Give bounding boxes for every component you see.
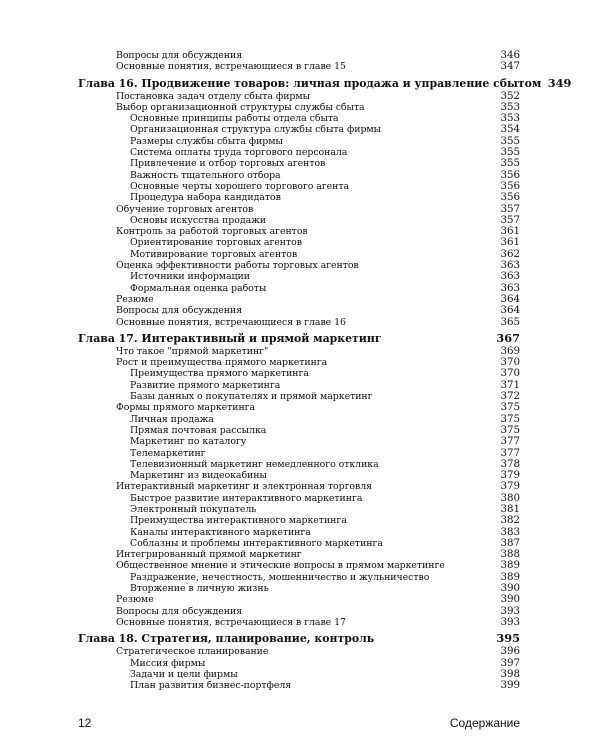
- toc-entry: [78, 283, 520, 294]
- toc-entry: [78, 113, 520, 124]
- toc-entry-title: Организационная структура службы сбыта фирмы: [130, 124, 382, 136]
- toc-entry: [78, 606, 520, 617]
- toc-entry-page: 372: [500, 390, 520, 403]
- toc-entry: [78, 346, 520, 357]
- toc-entry-page: 369: [500, 344, 520, 357]
- toc-entry-page: 382: [500, 514, 520, 527]
- toc-entry-title: Вопросы для обсуждения: [116, 605, 243, 617]
- toc-entry-page: 377: [500, 446, 520, 459]
- toc-entry-title: Преимущества прямого маркетинга: [130, 368, 309, 380]
- toc-entry-title: Резюме: [116, 594, 154, 606]
- toc-entry-page: 396: [500, 645, 520, 658]
- toc-entry-title: Вопросы для обсуждения: [116, 305, 243, 317]
- toc-entry-title: Основы искусства продажи: [130, 214, 266, 226]
- toc-entry-page: 357: [500, 213, 520, 226]
- toc-entry-page: 398: [500, 667, 520, 680]
- toc-entry: [78, 617, 520, 628]
- toc-entry-title: Ориентирование торговых агентов: [130, 237, 302, 249]
- toc-entry: [78, 249, 520, 260]
- toc-entry-title: Развитие прямого маркетинга: [130, 379, 281, 391]
- toc-entry-page: 399: [500, 679, 520, 692]
- toc-entry: [78, 594, 520, 605]
- toc-entry-title: Телемаркетинг: [130, 447, 206, 459]
- toc-entry-title: Основные понятия, встречающиеся в главе 16: [116, 316, 346, 328]
- toc-entry: [78, 481, 520, 492]
- toc-entry-title: Электронный покупатель: [130, 503, 257, 515]
- toc-entry-page: 347: [500, 60, 520, 73]
- toc-entry: [78, 226, 520, 237]
- toc-chapter-entry: [78, 632, 520, 645]
- toc-entry-title: Выбор организационной структуры службы сбыта: [116, 101, 365, 113]
- toc-entry-page: 370: [500, 367, 520, 380]
- toc-entry-title: Маркетинг по каталогу: [130, 436, 247, 448]
- toc-entry-title: Задачи и цели фирмы: [130, 668, 238, 680]
- toc-entry-title: Размеры службы сбыта фирмы: [130, 135, 283, 147]
- toc-entry-page: 389: [500, 570, 520, 583]
- toc-chapter-entry: [78, 332, 520, 345]
- toc-entry-page: 365: [500, 315, 520, 328]
- toc-entry-page: 355: [500, 134, 520, 147]
- toc-entry: [78, 380, 520, 391]
- toc-entry-title: Вторжение в личную жизнь: [130, 583, 269, 595]
- toc-entry-title: Вопросы для обсуждения: [116, 50, 243, 61]
- toc-entry: [78, 436, 520, 447]
- toc-entry: [78, 192, 520, 203]
- toc-entry-page: 363: [500, 259, 520, 272]
- toc-entry-title: Система оплаты труда торгового персонала: [130, 147, 348, 159]
- toc-entry: [78, 470, 520, 481]
- toc-entry: [78, 260, 520, 271]
- toc-entry-page: 389: [500, 559, 520, 572]
- toc-entry-page: 371: [500, 378, 520, 391]
- toc-entry: [78, 181, 520, 192]
- toc-entry-page: 375: [500, 401, 520, 414]
- toc-entry: [78, 658, 520, 669]
- toc-entry-page: 356: [500, 179, 520, 192]
- toc-entry-page: 393: [500, 615, 520, 628]
- toc-entry: [78, 402, 520, 413]
- toc-entry-title: Привлечение и отбор торговых агентов: [130, 158, 326, 170]
- toc-entry-page: 383: [500, 525, 520, 538]
- toc-entry-title: Базы данных о покупателях и прямой маркетинг: [130, 391, 373, 403]
- toc-entry: [78, 669, 520, 680]
- toc-entry-page: 357: [500, 202, 520, 215]
- toc-entry: [78, 294, 520, 305]
- toc-entry: [78, 527, 520, 538]
- toc-entry-page: 361: [500, 225, 520, 238]
- toc-entry-title: Глава 16. Продвижение товаров: личная продажа и управление сбытом: [78, 76, 542, 90]
- toc-entry: [78, 560, 520, 571]
- toc-entry-page: 363: [500, 281, 520, 294]
- toc-entry: [78, 271, 520, 282]
- toc-entry: [78, 538, 520, 549]
- toc-entry: [78, 572, 520, 583]
- toc-entry-page: 354: [500, 123, 520, 136]
- toc-entry-title: Постановка задач отделу сбыта фирмы: [116, 90, 310, 102]
- toc-entry: [78, 425, 520, 436]
- toc-entry-title: Обучение торговых агентов: [116, 203, 254, 215]
- toc-entry-title: Глава 17. Интерактивный и прямой маркетинг: [78, 331, 382, 345]
- toc-entry-page: 378: [500, 457, 520, 470]
- toc-entry-page: 367: [496, 330, 520, 345]
- toc-entry-page: 346: [500, 49, 520, 61]
- toc-entry-title: Контроль за работой торговых агентов: [116, 226, 308, 238]
- toc-entry-page: 362: [500, 247, 520, 260]
- toc-entry-title: Рост и преимущества прямого маркетинга: [116, 357, 328, 369]
- toc-entry: [78, 147, 520, 158]
- toc-entry-title: Прямая почтовая рассылка: [130, 424, 267, 436]
- toc-entry: [78, 357, 520, 368]
- toc-entry-page: 370: [500, 356, 520, 369]
- toc-entry-page: 356: [500, 168, 520, 181]
- toc-entry-page: 353: [500, 100, 520, 113]
- toc-entry: [78, 646, 520, 657]
- toc-entry-page: 377: [500, 435, 520, 448]
- toc-entry: [78, 61, 520, 72]
- toc-entry-page: 353: [500, 112, 520, 125]
- toc-chapter-entry: [78, 75, 572, 90]
- toc-entry-title: Интерактивный маркетинг и электронная торговля: [116, 481, 373, 493]
- toc-entry-page: 364: [500, 292, 520, 305]
- toc-entry-title: Оценка эффективности работы торговых агентов: [116, 260, 359, 272]
- toc-entry: [78, 170, 520, 181]
- toc-entry-title: Важность тщательного отбора: [130, 169, 281, 181]
- toc-entry-title: Формальная оценка работы: [130, 282, 267, 294]
- toc-entry-page: 397: [500, 656, 520, 669]
- toc-entry-title: Маркетинг из видеокабины: [130, 470, 267, 482]
- toc-entry: [78, 317, 520, 328]
- page-footer: [78, 716, 520, 730]
- toc-entry: [78, 549, 520, 560]
- toc-entry: [78, 515, 520, 526]
- toc-entry: [78, 680, 520, 691]
- toc-entry: [78, 91, 520, 102]
- footer-page-number: 12: [78, 716, 92, 730]
- toc-entry-page: 355: [500, 146, 520, 159]
- toc-entry-title: Миссия фирмы: [130, 657, 206, 669]
- toc-entry-title: Основные черты хорошего торгового агента: [130, 180, 350, 192]
- toc-entry: [78, 136, 520, 147]
- toc-entry-page: 387: [500, 536, 520, 549]
- toc-entry-title: Мотивирование торговых агентов: [130, 248, 298, 260]
- toc-entry-page: 381: [500, 502, 520, 515]
- toc-entry-page: 395: [496, 631, 520, 646]
- toc-entry-title: План развития бизнес-портфеля: [130, 680, 292, 692]
- toc-entry-title: Интегрированный прямой маркетинг: [116, 549, 302, 561]
- toc-entry: [78, 414, 520, 425]
- toc-entry: [78, 391, 520, 402]
- toc-entry: [78, 215, 520, 226]
- toc-entry-title: Основные принципы работы отдела сбыта: [130, 113, 339, 125]
- toc-entry-title: Телевизионный маркетинг немедленного отклика: [130, 458, 379, 470]
- toc-entry: [78, 124, 520, 135]
- toc-entry-title: Общественное мнение и этические вопросы в прямом маркетинге: [116, 560, 445, 572]
- toc-entry-title: Глава 18. Стратегия, планирование, контроль: [78, 632, 375, 646]
- toc-entry-page: 361: [500, 236, 520, 249]
- toc-entry: [78, 50, 520, 61]
- toc-entry: [78, 493, 520, 504]
- toc-entry: [78, 237, 520, 248]
- toc-entry-page: 388: [500, 548, 520, 561]
- toc-entry: [78, 158, 520, 169]
- toc-entry-title: Источники информации: [130, 271, 250, 283]
- toc-entry-title: Основные понятия, встречающиеся в главе 15: [116, 61, 346, 73]
- toc-entry-title: Резюме: [116, 293, 154, 305]
- toc-entry-page: 379: [500, 480, 520, 493]
- toc-entry: [78, 459, 520, 470]
- toc-entry-page: 363: [500, 270, 520, 283]
- toc-entry: [78, 204, 520, 215]
- toc-entry-title: Соблазны и проблемы интерактивного маркетинга: [130, 537, 383, 549]
- toc-entry-title: Формы прямого маркетинга: [116, 402, 256, 414]
- table-of-contents: [78, 49, 572, 692]
- footer-section-title: Содержание: [449, 716, 520, 730]
- toc-entry-page: 390: [500, 593, 520, 606]
- toc-entry: [78, 102, 520, 113]
- toc-entry-title: Стратегическое планирование: [116, 646, 269, 658]
- toc-entry-title: Быстрое развитие интерактивного маркетинга: [130, 492, 363, 504]
- toc-entry-page: 356: [500, 191, 520, 204]
- toc-entry-title: Процедура набора кандидатов: [130, 192, 281, 204]
- toc-entry-page: 379: [500, 469, 520, 482]
- toc-entry: [78, 448, 520, 459]
- toc-entry: [78, 504, 520, 515]
- toc-entry-page: 375: [500, 412, 520, 425]
- toc-entry-page: 355: [500, 157, 520, 170]
- toc-entry-page: 390: [500, 582, 520, 595]
- toc-entry-page: 375: [500, 423, 520, 436]
- toc-entry-title: Каналы интерактивного маркетинга: [130, 526, 311, 538]
- toc-entry-title: Раздражение, нечестность, мошенничество и жульничество: [130, 571, 430, 583]
- toc-entry: [78, 305, 520, 316]
- toc-entry-page: 380: [500, 491, 520, 504]
- toc-entry-page: 352: [500, 89, 520, 102]
- toc-entry-title: Преимущества интерактивного маркетинга: [130, 515, 347, 527]
- toc-entry-title: Личная продажа: [130, 413, 214, 425]
- toc-entry-page: 349: [547, 75, 572, 90]
- toc-entry: [78, 583, 520, 594]
- toc-entry-page: 393: [500, 604, 520, 617]
- toc-entry-page: 364: [500, 304, 520, 317]
- toc-entry: [78, 368, 520, 379]
- toc-entry-title: Что такое "прямой маркетинг": [116, 345, 269, 357]
- toc-entry-title: Основные понятия, встречающиеся в главе 17: [116, 616, 346, 628]
